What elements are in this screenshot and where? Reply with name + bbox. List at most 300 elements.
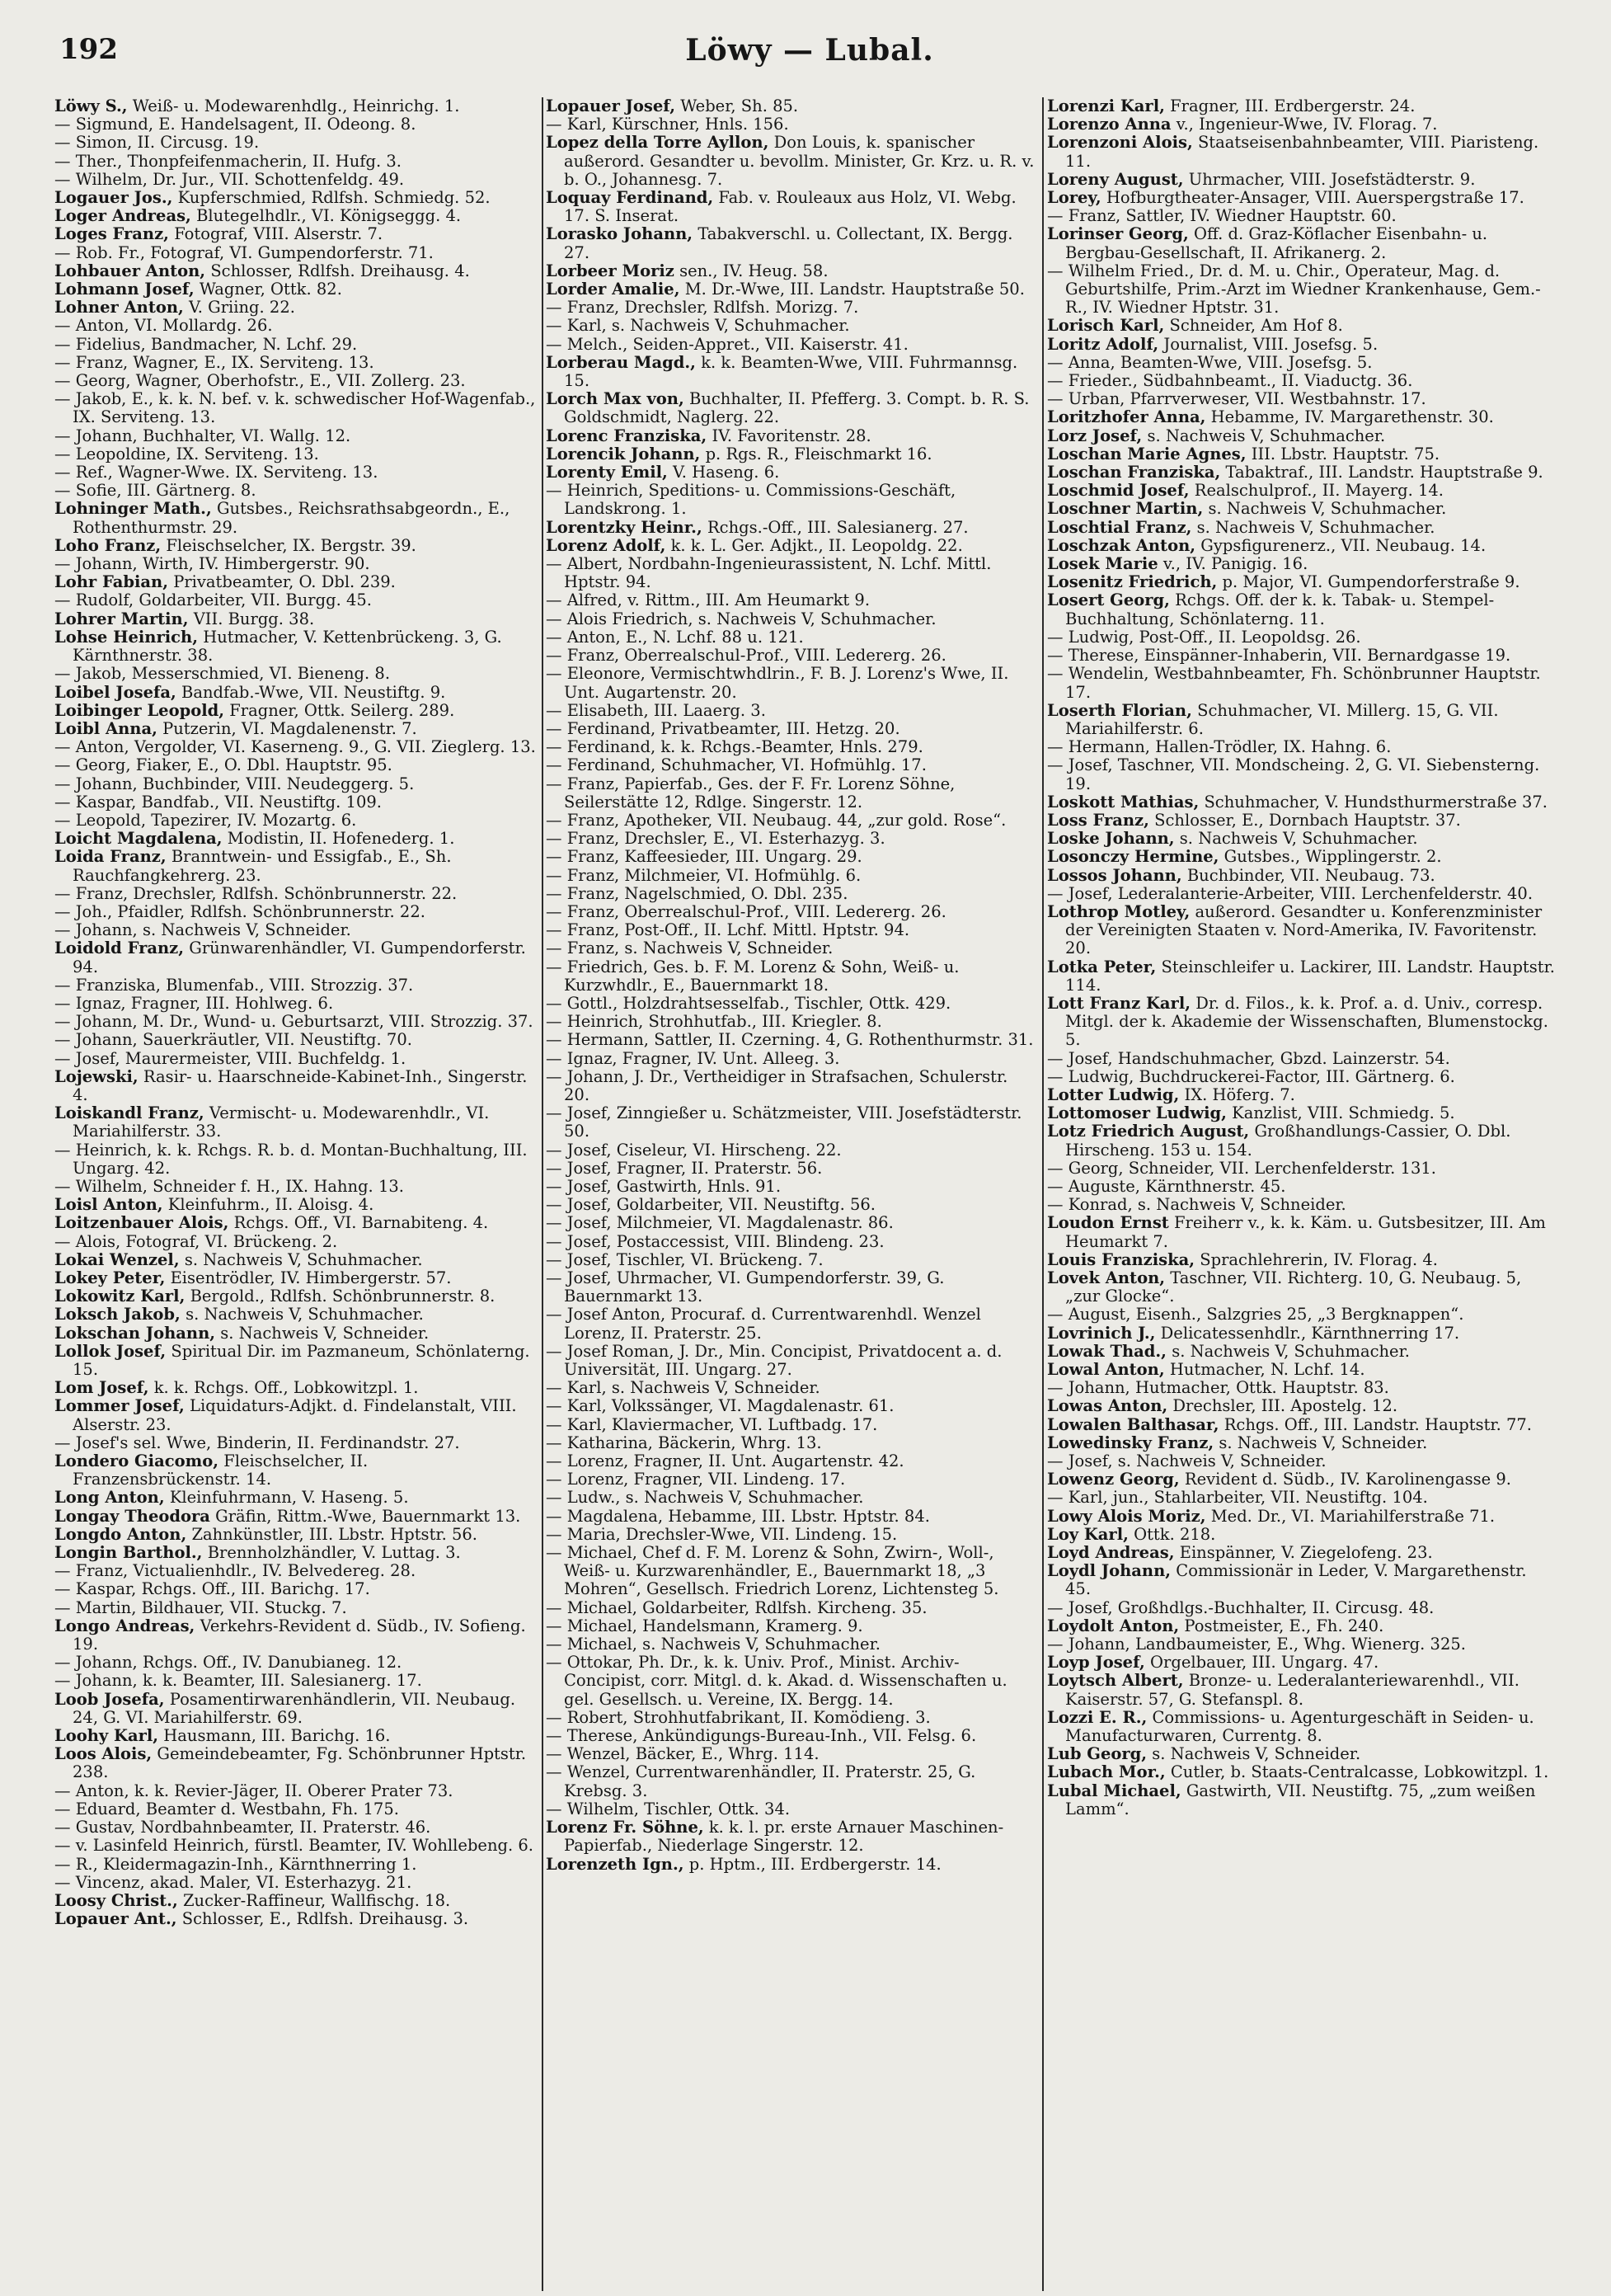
- directory-entry: [546, 1416, 1037, 1434]
- entry-name: Loskott Mathias,: [1047, 792, 1200, 812]
- entry-text: Bronze- u. Lederalanteriewarenhdl., VII. Kaiserstr. 57, G. Stefanspl. 8.: [1065, 1671, 1519, 1709]
- directory-entry: [54, 115, 538, 134]
- entry-text: Kleinfuhrm., II. Aloisg. 4.: [167, 1195, 374, 1215]
- entry-name: Lohse Heinrich,: [54, 627, 199, 647]
- entry-name: Lorencik Johann,: [546, 444, 701, 463]
- entry-text: Don Louis, k. spanischer außerord. Gesandter u. bevollm. Minister, Gr. Krz. u. R. v. b. O., Johannesg. 7.: [564, 133, 1035, 189]
- entry-text: — Heinrich, k. k. Rchgs. R. b. d. Montan-Buchhaltung, III. Ungarg. 42.: [54, 1140, 528, 1178]
- entry-text: — Michael, Handelsmann, Kramerg. 9.: [546, 1616, 863, 1635]
- directory-entry: [1047, 647, 1557, 665]
- entry-text: — Karl, jun., Stahlarbeiter, VII. Neustiftg. 104.: [1047, 1488, 1428, 1508]
- entry-name: Loy Karl,: [1047, 1524, 1129, 1544]
- directory-entry: [54, 354, 538, 372]
- directory-entry: [546, 134, 1037, 189]
- directory-entry: [1047, 1452, 1557, 1470]
- entry-text: — Ludwig, Buchdruckerei-Factor, III. Gärtnerg. 6.: [1047, 1066, 1455, 1086]
- directory-entry: [54, 1691, 538, 1727]
- entry-name: Lollok Josef,: [54, 1341, 167, 1361]
- directory-entry: [546, 1599, 1037, 1617]
- entry-text: — Martin, Bildhauer, VII. Stuckg. 7.: [54, 1597, 347, 1617]
- entry-name: Lorisch Karl,: [1047, 316, 1165, 336]
- directory-entry: [54, 1599, 538, 1617]
- entry-text: — Johann, Rchgs. Off., IV. Danubianeg. 12.: [54, 1653, 402, 1673]
- directory-entry: [54, 1617, 538, 1654]
- directory-entry: [1047, 555, 1557, 573]
- directory-entry: [54, 1562, 538, 1580]
- entry-name: Lohbauer Anton,: [54, 261, 206, 280]
- entry-name: Longo Andreas,: [54, 1616, 195, 1635]
- entry-text: s. Nachweis V, Schneider.: [1219, 1433, 1428, 1452]
- entry-text: — Josef, Tischler, VI. Brückeng. 7.: [546, 1249, 824, 1269]
- entry-name: Losert Georg,: [1047, 590, 1170, 610]
- directory-entry: [1047, 848, 1557, 866]
- entry-text: Zucker-Raffineur, Wallfischg. 18.: [182, 1890, 451, 1910]
- entry-text: — Urban, Pfarrverweser, VII. Westbahnstr. 17.: [1047, 389, 1426, 409]
- entry-text: k. k. l. pr. erste Arnauer Maschinen-Papierfab., Niederlage Singerstr. 12.: [564, 1818, 1004, 1856]
- entry-name: Lorasko Johann,: [546, 224, 693, 244]
- entry-text: — Karl, s. Nachweis V, Schuhmacher.: [546, 316, 850, 336]
- directory-entry: [54, 280, 538, 299]
- entry-text: Schneider, Am Hof 8.: [1169, 316, 1343, 336]
- entry-text: Hausmann, III. Barichg. 16.: [163, 1726, 391, 1746]
- directory-entry: [546, 995, 1037, 1013]
- entry-name: Londero Giacomo,: [54, 1451, 219, 1471]
- entry-name: Lopez della Torre Ayllon,: [546, 133, 769, 153]
- entry-name: Losek Marie: [1047, 554, 1158, 574]
- entry-name: Lotter Ludwig,: [1047, 1084, 1180, 1104]
- directory-entry: [1047, 1397, 1557, 1415]
- directory-entry: [546, 519, 1037, 537]
- directory-entry: [1047, 189, 1557, 207]
- directory-entry: [546, 1617, 1037, 1635]
- entry-text: — Franz, Oberrealschul-Prof., VIII. Ledererg. 26.: [546, 646, 946, 666]
- directory-entry: [546, 921, 1037, 939]
- directory-entry: [1047, 134, 1557, 170]
- entry-text: — Anton, E., N. Lchf. 88 u. 121.: [546, 627, 804, 647]
- directory-entry: [54, 1251, 538, 1269]
- directory-entry: [1047, 537, 1557, 555]
- entry-text: — Michael, Chef d. F. M. Lorenz & Sohn, Zwirn-, Woll-, Weiß- u. Kurzwarenhändler, E., Bauernmarkt 18, „3 Mohren“, Gesellsch. Friedrich Lorenz, Lichtensteg 5.: [546, 1543, 999, 1599]
- entry-name: Lorenzo Anna: [1047, 115, 1172, 134]
- entry-text: Grünwarenhändler, VI. Gumpendorferstr. 94.: [73, 939, 526, 976]
- directory-entry: [1047, 1379, 1557, 1397]
- entry-name: Loschan Marie Agnes,: [1047, 444, 1247, 463]
- entry-text: — Simon, II. Circusg. 19.: [54, 133, 260, 153]
- entry-text: Schlosser, Rdlfsh. Dreihausg. 4.: [210, 261, 470, 280]
- directory-entry: [54, 1104, 538, 1141]
- entry-text: s. Nachweis V, Schuhmacher.: [1208, 499, 1447, 519]
- entry-name: Loserth Florian,: [1047, 700, 1192, 720]
- directory-entry: [54, 1818, 538, 1837]
- directory-entry: [1047, 408, 1557, 426]
- entry-name: Loos Alois,: [54, 1744, 153, 1764]
- directory-entry: [1047, 1672, 1557, 1708]
- entry-text: — Hermann, Hallen-Trödler, IX. Hahng. 6.: [1047, 737, 1392, 757]
- directory-entry: [1047, 1763, 1557, 1781]
- directory-entry: [54, 702, 538, 720]
- directory-entry: [54, 427, 538, 445]
- entry-text: — Ther., Thonpfeifenmacherin, II. Hufg. 3.: [54, 151, 402, 171]
- directory-entry: [1047, 995, 1557, 1050]
- entry-text: Rasir- u. Haarschneide-Kabinet-Inh., Singerstr. 4.: [73, 1066, 528, 1104]
- entry-text: p. Major, VI. Gumpendorferstraße 9.: [1222, 572, 1520, 592]
- directory-entry: [54, 1343, 538, 1379]
- directory-entry: [54, 939, 538, 976]
- directory-entry: [1047, 390, 1557, 408]
- directory-entry: [1047, 115, 1557, 134]
- directory-entry: [546, 647, 1037, 665]
- directory-entry: [546, 225, 1037, 261]
- directory-entry: [54, 573, 538, 591]
- directory-entry: [546, 1745, 1037, 1763]
- directory-entry: [54, 1233, 538, 1251]
- directory-entry: [1047, 519, 1557, 537]
- directory-entry: [54, 262, 538, 280]
- entry-name: Lohr Fabian,: [54, 572, 169, 592]
- entry-name: Lohner Anton,: [54, 298, 184, 318]
- entry-text: v., IV. Panigig. 16.: [1162, 554, 1308, 574]
- entry-text: p. Hptm., III. Erdbergerstr. 14.: [688, 1854, 942, 1874]
- entry-name: Losonczy Hermine,: [1047, 847, 1219, 867]
- entry-text: Hutmacher, N. Lchf. 14.: [1169, 1360, 1365, 1380]
- entry-name: Lorenzi Karl,: [1047, 97, 1165, 115]
- entry-name: Lorenzoni Alois,: [1047, 133, 1193, 153]
- entry-text: — Jakob, Messerschmied, VI. Bieneng. 8.: [54, 664, 391, 684]
- entry-text: — Franz, s. Nachweis V, Schneider.: [546, 939, 834, 958]
- entry-text: — Josef, Fragner, II. Praterstr. 56.: [546, 1158, 823, 1178]
- directory-entry: [546, 1397, 1037, 1415]
- entry-text: — Josef, Milchmeier, VI. Magdalenastr. 86.: [546, 1213, 894, 1233]
- directory-entry: [546, 1470, 1037, 1489]
- entry-name: Loudon Ernst: [1047, 1213, 1169, 1233]
- entry-text: — Franz, Oberrealschul-Prof., VIII. Ledererg. 26.: [546, 901, 946, 921]
- entry-name: Lommer Josef,: [54, 1396, 185, 1416]
- directory-entry: [54, 1434, 538, 1452]
- entry-text: Wagner, Ottk. 82.: [199, 280, 342, 299]
- entry-name: Lojewski,: [54, 1066, 139, 1086]
- directory-entry: [1047, 1635, 1557, 1654]
- entry-text: — Eduard, Beamter d. Westbahn, Fh. 175.: [54, 1799, 399, 1818]
- entry-text: — Franz, Papierfab., Ges. der F. Fr. Lorenz Söhne, Seilerstätte 12, Rdlge. Singerstr. 12.: [546, 774, 956, 812]
- entry-text: Putzerin, VI. Magdalenenstr. 7.: [162, 718, 417, 738]
- entry-text: — Josef, Taschner, VII. Mondscheing. 2, G. VI. Siebensterng. 19.: [1047, 755, 1540, 793]
- directory-entry: [54, 1672, 538, 1690]
- directory-entry: [54, 244, 538, 262]
- directory-entry: [54, 1397, 538, 1433]
- directory-entry: [54, 1837, 538, 1855]
- entry-text: — Georg, Wagner, Oberhofstr., E., VII. Zollerg. 23.: [54, 371, 466, 391]
- entry-name: Loida Franz,: [54, 847, 167, 867]
- entry-text: Gastwirth, VII. Neustiftg. 75, „zum weißen Lamm“.: [1065, 1781, 1536, 1818]
- entry-text: — Wilhelm, Dr. Jur., VII. Schottenfeldg. 49.: [54, 169, 405, 189]
- directory-entry: [54, 1874, 538, 1892]
- entry-text: — Wilhelm, Tischler, Ottk. 34.: [546, 1799, 791, 1818]
- entry-text: — Ref., Wagner-Wwe. IX. Serviteng. 13.: [54, 463, 378, 482]
- directory-entry: [546, 390, 1037, 426]
- entry-text: Weiß- u. Modewarenhdlg., Heinrichg. 1.: [132, 97, 460, 115]
- entry-name: Loydl Johann,: [1047, 1561, 1172, 1581]
- entry-text: M. Dr.-Wwe, III. Landstr. Hauptstraße 50.: [684, 280, 1025, 299]
- entry-text: Tabakverschl. u. Collectant, IX. Bergg. 27.: [564, 224, 1013, 262]
- directory-entry: [1047, 903, 1557, 958]
- entry-name: Louis Franziska,: [1047, 1249, 1195, 1269]
- entry-text: Rchgs. Off., III. Landstr. Hauptstr. 77.: [1224, 1414, 1533, 1434]
- entry-text: — R., Kleidermagazin-Inh., Kärnthnerring 1.: [54, 1854, 417, 1874]
- directory-entry: [1047, 336, 1557, 354]
- directory-entry: [546, 97, 1037, 115]
- entry-name: Lohninger Math.,: [54, 499, 212, 519]
- entry-text: — Franziska, Blumenfab., VIII. Strozzig. 37.: [54, 975, 414, 995]
- directory-entry: [546, 830, 1037, 848]
- entry-text: — Josef, Postaccessist, VIII. Blindeng. 23.: [546, 1231, 885, 1251]
- entry-name: Loibel Josefa,: [54, 682, 176, 702]
- directory-entry: [54, 995, 538, 1013]
- entry-text: Schuhmacher, V. Hundsthurmerstraße 37.: [1204, 792, 1548, 812]
- entry-text: — Heinrich, Speditions- u. Commissions-Geschäft, Landskrong. 1.: [546, 481, 956, 519]
- entry-text: — Franz, Nagelschmied, O. Dbl. 235.: [546, 883, 848, 903]
- directory-entry: [54, 848, 538, 884]
- entry-text: III. Lbstr. Hauptstr. 75.: [1251, 444, 1440, 463]
- directory-entry: [546, 1031, 1037, 1049]
- entry-text: — Franz, Drechsler, Rdlfsh. Morizg. 7.: [546, 298, 859, 318]
- directory-entry: [54, 189, 538, 207]
- entry-name: Lokowitz Karl,: [54, 1287, 186, 1306]
- entry-text: — August, Eisenh., Salzgries 25, „3 Bergknappen“.: [1047, 1305, 1464, 1324]
- entry-text: s. Nachweis V, Schneider.: [220, 1323, 430, 1343]
- page-running-title: Löwy — Lubal.: [685, 33, 934, 68]
- directory-entry: [546, 317, 1037, 335]
- entry-name: Lovek Anton,: [1047, 1268, 1166, 1287]
- directory-entry: [1047, 1086, 1557, 1104]
- directory-entry: [546, 775, 1037, 812]
- entry-text: — Leopold, Tapezirer, IV. Mozartg. 6.: [54, 810, 357, 830]
- entry-name: Loyd Andreas,: [1047, 1543, 1175, 1563]
- directory-entry: [546, 1214, 1037, 1232]
- entry-text: Realschulprof., II. Mayerg. 14.: [1194, 481, 1444, 501]
- directory-entry: [1047, 207, 1557, 225]
- directory-entry: [546, 427, 1037, 445]
- directory-entry: [54, 885, 538, 903]
- directory-entry: [1047, 867, 1557, 885]
- entry-text: Fleischselcher, IX. Bergstr. 39.: [166, 535, 416, 555]
- entry-text: Brennholzhändler, V. Luttag. 3.: [207, 1543, 461, 1563]
- directory-entry: [1047, 354, 1557, 372]
- entry-text: — Franz, Sattler, IV. Wiedner Hauptstr. 60.: [1047, 206, 1397, 226]
- entry-text: — Konrad, s. Nachweis V, Schneider.: [1047, 1195, 1346, 1215]
- entry-text: — Johann, Wirth, IV. Himbergerstr. 90.: [54, 554, 370, 574]
- directory-entry: [546, 537, 1037, 555]
- directory-entry: [54, 1892, 538, 1910]
- entry-text: — Kaspar, Bandfab., VII. Neustiftg. 109.: [54, 792, 382, 812]
- directory-entry: [546, 299, 1037, 317]
- entry-text: — Franz, Drechsler, Rdlfsh. Schönbrunnerstr. 22.: [54, 883, 458, 903]
- directory-entry: [546, 1013, 1037, 1031]
- directory-entry: [1047, 1343, 1557, 1361]
- directory-entry: [546, 756, 1037, 774]
- entry-text: — Ludwig, Post-Off., II. Leopoldsg. 26.: [1047, 627, 1361, 647]
- entry-text: — Josef, Goldarbeiter, VII. Neustiftg. 56.: [546, 1195, 876, 1215]
- entry-text: IX. Höferg. 7.: [1184, 1084, 1295, 1104]
- entry-text: V. Haseng. 6.: [673, 463, 780, 482]
- entry-text: Postmeister, E., Fh. 240.: [1184, 1616, 1384, 1635]
- directory-entry: [54, 1306, 538, 1324]
- entry-text: — Josef Anton, Procuraf. d. Currentwarenhdl. Wenzel Lorenz, II. Praterstr. 25.: [546, 1305, 981, 1343]
- directory-entry: [1047, 591, 1557, 628]
- entry-name: Lovrinich J.,: [1047, 1323, 1156, 1343]
- directory-entry: [54, 171, 538, 189]
- entry-name: Lohrer Martin,: [54, 609, 189, 628]
- directory-entry: [54, 1068, 538, 1104]
- directory-entry: [546, 1178, 1037, 1196]
- entry-name: Lottomoser Ludwig,: [1047, 1103, 1227, 1123]
- entry-text: — Georg, Fiaker, E., O. Dbl. Hauptstr. 95.: [54, 755, 392, 775]
- entry-name: Lothrop Motley,: [1047, 901, 1191, 921]
- directory-entry: [546, 1269, 1037, 1306]
- entry-text: — Friedrich, Ges. b. F. M. Lorenz & Sohn, Weiß- u. Kurzwhdlr., E., Bauernmarkt 18.: [546, 957, 960, 995]
- entry-text: Großhandlungs-Cassier, O. Dbl. Hirscheng. 153 u. 154.: [1065, 1122, 1511, 1160]
- page-number: 192: [59, 33, 118, 66]
- entry-text: Tabaktraf., III. Landstr. Hauptstraße 9.: [1225, 463, 1543, 482]
- directory-entry: [1047, 1361, 1557, 1379]
- entry-text: — Rudolf, Goldarbeiter, VII. Burgg. 45.: [54, 590, 372, 610]
- entry-name: Loschzak Anton,: [1047, 535, 1196, 555]
- entry-text: — Fidelius, Bandmacher, N. Lchf. 29.: [54, 334, 358, 354]
- entry-name: Lorenc Franziska,: [546, 426, 707, 445]
- entry-text: — Ignaz, Fragner, III. Hohlweg. 6.: [54, 993, 334, 1013]
- entry-text: Eisentrödler, IV. Himbergerstr. 57.: [170, 1268, 452, 1287]
- entry-text: — Karl, Kürschner, Hnls. 156.: [546, 115, 789, 134]
- entry-text: — Josef, Ciseleur, VI. Hirscheng. 22.: [546, 1140, 842, 1160]
- directory-entry: [1047, 756, 1557, 793]
- entry-text: Gutsbes., Wipplingerstr. 2.: [1224, 847, 1442, 867]
- entry-name: Loidold Franz,: [54, 939, 185, 958]
- directory-entry: [546, 610, 1037, 628]
- directory-entry: [546, 885, 1037, 903]
- entry-text: — Gottl., Holzdrahtsesselfab., Tischler, Ottk. 429.: [546, 993, 951, 1013]
- directory-entry: [1047, 171, 1557, 189]
- entry-name: Lorz Josef,: [1047, 426, 1143, 445]
- entry-text: — Alois Friedrich, s. Nachweis V, Schuhmacher.: [546, 609, 937, 628]
- directory-entry: [54, 921, 538, 939]
- entry-name: Lotka Peter,: [1047, 957, 1157, 976]
- entry-text: Commissionär in Leder, V. Margarethenstr. 45.: [1065, 1561, 1527, 1599]
- directory-entry: [546, 1654, 1037, 1709]
- entry-text: — Ferdinand, Schuhmacher, VI. Hofmühlg. 17.: [546, 755, 927, 775]
- entry-name: Loss Franz,: [1047, 810, 1149, 830]
- entry-text: — Josef Roman, J. Dr., Min. Concipist, Privatdocent a. d. Universität, III. Ungarg. 27.: [546, 1341, 1003, 1380]
- entry-text: — Maria, Drechsler-Wwe, VII. Lindeng. 15.: [546, 1524, 898, 1544]
- directory-entry: [546, 189, 1037, 225]
- entry-text: — Alfred, v. Rittm., III. Am Heumarkt 9.: [546, 590, 871, 610]
- directory-entry: [54, 1910, 538, 1928]
- directory-entry: [54, 738, 538, 756]
- directory-entry: [546, 1050, 1037, 1068]
- entry-text: — Robert, Strohhutfabrikant, II. Komödieng. 3.: [546, 1707, 931, 1727]
- directory-entry: [1047, 1489, 1557, 1507]
- directory-entry: [1047, 1160, 1557, 1178]
- directory-entry: [1047, 1470, 1557, 1489]
- directory-entry: [54, 390, 538, 426]
- entry-text: außerord. Gesandter u. Konferenzminister der Vereinigten Staaten v. Nord-Amerika, IV. Favoritenstr. 20.: [1065, 901, 1543, 958]
- entry-text: — Therese, Ankündigungs-Bureau-Inh., VII. Felsg. 6.: [546, 1726, 977, 1746]
- entry-name: Loohy Karl,: [54, 1726, 159, 1746]
- entry-text: Rchgs. Off., VI. Barnabiteng. 4.: [233, 1213, 489, 1233]
- entry-text: Posamentirwarenhändlerin, VII. Neubaug. 24, G. VI. Mariahilferstr. 69.: [73, 1689, 516, 1727]
- directory-entry: [54, 684, 538, 702]
- directory-entry: [1047, 225, 1557, 261]
- entry-name: Lossos Johann,: [1047, 865, 1182, 885]
- entry-name: Lom Josef,: [54, 1378, 149, 1398]
- entry-name: Lub Georg,: [1047, 1744, 1148, 1764]
- directory-column-3: [1047, 97, 1557, 2283]
- entry-text: — Karl, s. Nachweis V, Schneider.: [546, 1378, 820, 1398]
- directory-entry: [1047, 445, 1557, 463]
- entry-text: — Josef, Zinngießer u. Schätzmeister, VIII. Josefstädterstr. 50.: [546, 1103, 1022, 1141]
- directory-entry: [546, 702, 1037, 720]
- directory-entry: [54, 976, 538, 995]
- entry-text: — Hermann, Sattler, II. Czerning. 4, G. Rothenthurmstr. 31.: [546, 1030, 1034, 1050]
- directory-entry: [546, 262, 1037, 280]
- directory-entry: [546, 280, 1037, 299]
- directory-entry: [54, 1856, 538, 1874]
- entry-text: Einspänner, V. Ziegelofeng. 23.: [1179, 1543, 1433, 1563]
- entry-text: — Anton, Vergolder, VI. Kaserneng. 9., G. VII. Zieglerg. 13.: [54, 737, 536, 757]
- entry-text: — Josef, Uhrmacher, VI. Gumpendorferstr. 39, G. Bauernmarkt 13.: [546, 1268, 945, 1306]
- directory-entry: [54, 207, 538, 225]
- entry-text: Schlosser, E., Rdlfsh. Dreihausg. 3.: [181, 1909, 469, 1929]
- entry-name: Lokai Wenzel,: [54, 1249, 180, 1269]
- entry-text: V. Griing. 22.: [189, 298, 295, 318]
- entry-text: — Magdalena, Hebamme, III. Lbstr. Hptstr. 84.: [546, 1506, 930, 1526]
- entry-text: Staatseisenbahnbeamter, VIII. Piaristeng. 11.: [1065, 133, 1539, 171]
- entry-name: Lozzi E. R.,: [1047, 1707, 1148, 1727]
- directory-entry: [54, 317, 538, 335]
- entry-name: Loitzenbauer Alois,: [54, 1213, 229, 1233]
- entry-name: Lorenz Adolf,: [546, 535, 666, 555]
- directory-entry: [54, 500, 538, 536]
- directory-entry: [54, 1141, 538, 1178]
- entry-name: Lopauer Josef,: [546, 97, 675, 115]
- directory-entry: [1047, 463, 1557, 482]
- directory-entry: [546, 1251, 1037, 1269]
- directory-entry: [1047, 1214, 1557, 1250]
- directory-entry: [546, 939, 1037, 957]
- directory-entry: [1047, 1122, 1557, 1159]
- entry-text: Bergold., Rdlfsh. Schönbrunnerstr. 8.: [190, 1287, 496, 1306]
- entry-text: — Johann, s. Nachweis V, Schneider.: [54, 920, 351, 940]
- entry-name: Lowal Anton,: [1047, 1360, 1165, 1380]
- directory-entry: [54, 1544, 538, 1562]
- entry-text: Rchgs.-Off., III. Salesianerg. 27.: [707, 517, 969, 537]
- entry-text: Kanzlist, VIII. Schmiedg. 5.: [1232, 1103, 1455, 1123]
- entry-name: Logauer Jos.,: [54, 188, 173, 208]
- entry-text: — Georg, Schneider, VII. Lerchenfelderstr. 131.: [1047, 1158, 1436, 1178]
- directory-entry: [1047, 1654, 1557, 1672]
- entry-text: p. Rgs. R., Fleischmarkt 16.: [705, 444, 932, 463]
- directory-entry: [54, 830, 538, 848]
- directory-entry: [546, 1196, 1037, 1214]
- entry-text: Revident d. Südb., IV. Karolinengasse 9.: [1184, 1470, 1511, 1489]
- entry-name: Lorentzky Heinr.,: [546, 517, 702, 537]
- entry-name: Loisl Anton,: [54, 1195, 163, 1215]
- directory-entry: [1047, 1508, 1557, 1526]
- directory-entry: [54, 628, 538, 665]
- directory-entry: [1047, 1599, 1557, 1617]
- entry-text: Vermischt- u. Modewarenhdlr., VI. Mariahilferstr. 33.: [73, 1103, 490, 1141]
- directory-entry: [54, 1178, 538, 1196]
- directory-entry: [546, 463, 1037, 482]
- entry-text: — Josef, Handschuhmacher, Gbzd. Lainzerstr. 54.: [1047, 1048, 1450, 1068]
